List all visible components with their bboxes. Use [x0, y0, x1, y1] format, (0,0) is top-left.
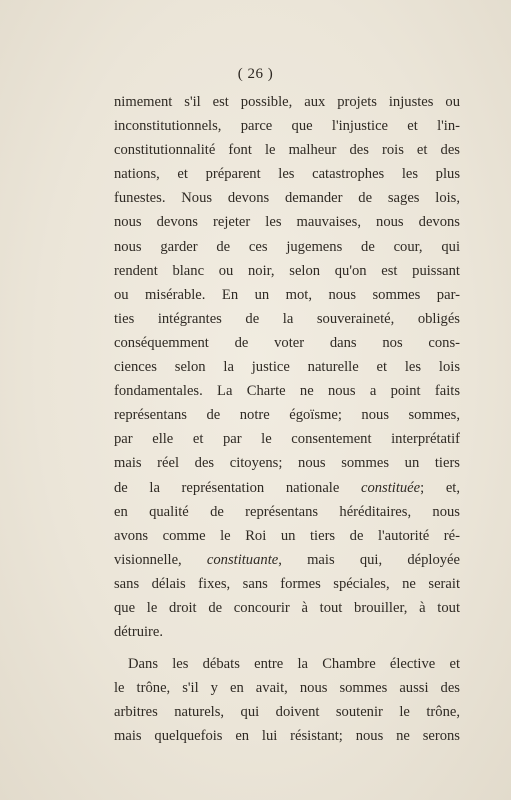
- text-line: le trône, s'il y en avait, nous sommes aussi des: [114, 680, 460, 697]
- text-line: avons comme le Roi un tiers de l'autorité ré-: [114, 527, 460, 544]
- text-line: [114, 476, 460, 500]
- text-line: rendent blanc ou noir, selon qu'on est puissant: [114, 262, 460, 279]
- text-line: fondamentales. La Charte ne nous a point faits: [114, 383, 460, 400]
- text-line: ciences selon la justice naturelle et les lois: [114, 359, 460, 376]
- paragraph-start-line: Dans les débats entre la Chambre élective et: [128, 656, 460, 673]
- text-segment: de la représentation nationale: [114, 479, 361, 496]
- text-line: inconstitutionnels, parce que l'injustice et l'in-: [114, 118, 460, 135]
- text-line: funestes. Nous devons demander de sages lois,: [114, 190, 460, 207]
- text-line: en qualité de représentans héréditaires, nous: [114, 503, 460, 520]
- text-line: ou misérable. En un mot, nous sommes par-: [114, 286, 460, 303]
- text-line: arbitres naturels, qui doivent soutenir le trône,: [114, 704, 460, 721]
- text-line: mais quelquefois en lui résistant; nous ne serons: [114, 728, 460, 745]
- text-segment: ; et,: [420, 479, 461, 496]
- text-line: [114, 548, 460, 572]
- text-line: sans délais fixes, sans formes spéciales, ne serait: [114, 575, 460, 592]
- text-line: détruire.: [114, 624, 164, 641]
- text-line: nous garder de ces jugemens de cour, qui: [114, 238, 460, 255]
- italic-word: constituante: [206, 551, 279, 568]
- text-line: conséquemment de voter dans nos cons-: [114, 334, 460, 351]
- text-line: représentans de notre égoïsme; nous sommes,: [114, 407, 460, 424]
- body-text: [114, 90, 460, 749]
- text-line: par elle et par le consentement interprétatif: [114, 431, 460, 448]
- text-line: mais réel des citoyens; nous sommes un tiers: [114, 455, 460, 472]
- text-line: ties intégrantes de la souveraineté, obligés: [114, 310, 460, 327]
- text-segment: visionnelle,: [114, 551, 207, 568]
- text-line: nous devons rejeter les mauvaises, nous devons: [114, 214, 460, 231]
- text-line: constitutionnalité font le malheur des rois et des: [114, 142, 460, 159]
- text-line: nimement s'il est possible, aux projets injustes ou: [114, 94, 460, 110]
- text-segment: , mais qui, déployée: [278, 551, 460, 568]
- text-line: que le droit de concourir à tout brouiller, à tout: [114, 599, 460, 616]
- page-number: ( 26 ): [237, 66, 274, 82]
- text-line: nations, et préparent les catastrophes les plus: [114, 166, 460, 183]
- italic-word: constituée: [360, 479, 421, 496]
